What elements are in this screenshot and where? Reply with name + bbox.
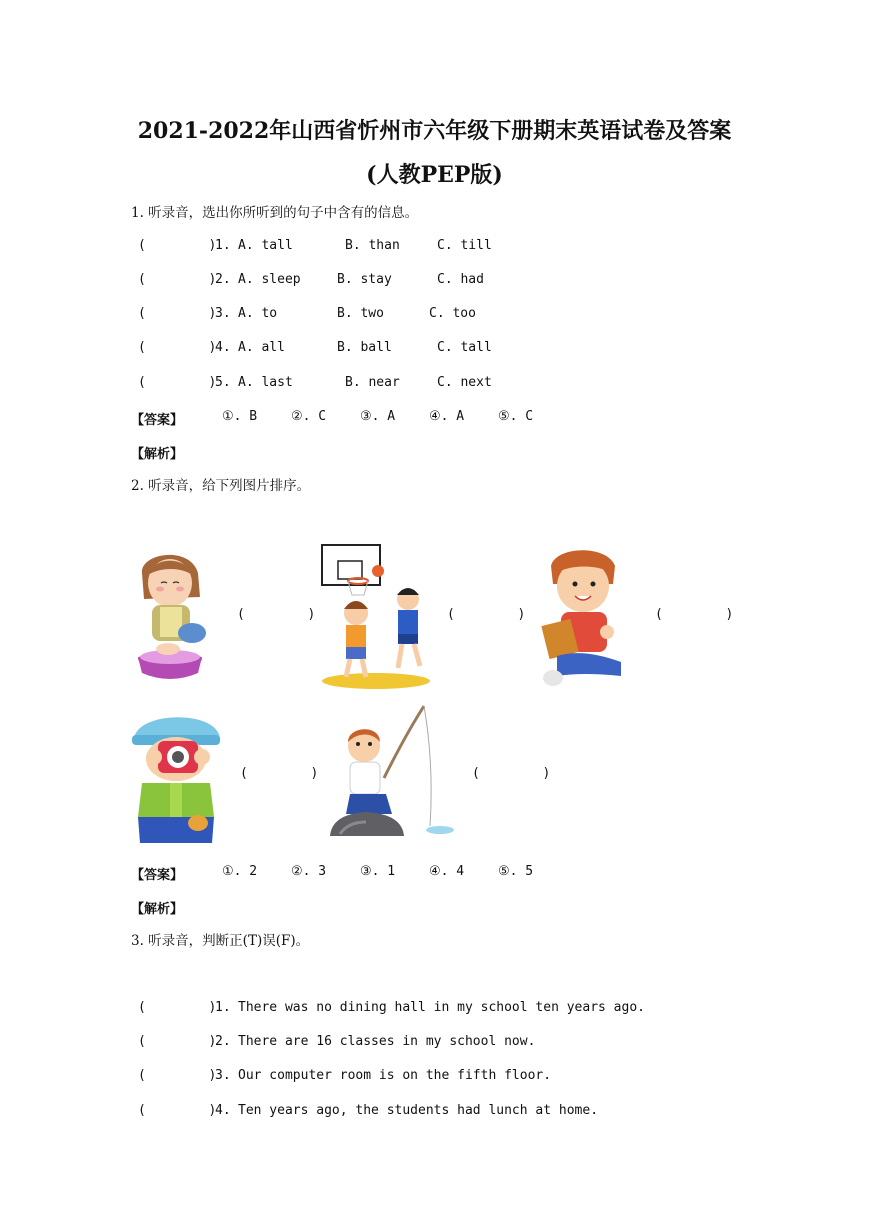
answer-1: ①. B (222, 409, 258, 424)
answer-blank[interactable]: ( ) (138, 272, 217, 287)
reading-book-picture (537, 544, 629, 690)
answer-blank[interactable]: ( ) (138, 375, 217, 390)
option-c: C. tall (437, 340, 492, 355)
answer-5: ⑤. 5 (498, 864, 534, 879)
item-number: 3. (215, 1068, 231, 1083)
option-c: C. till (437, 238, 492, 253)
item-number: 2. (215, 272, 231, 287)
option-c: C. next (437, 375, 492, 390)
answer-blank[interactable]: ( ) (138, 1103, 217, 1118)
analysis-label: 【解析】 (131, 447, 184, 462)
option-a: A. tall (238, 238, 293, 253)
option-a: A. all (238, 340, 285, 355)
statement-text: There are 16 classes in my school now. (238, 1034, 536, 1049)
answer-4: ④. A (429, 409, 465, 424)
document-title: 2021-2022年山西省忻州市六年级下册期末英语试卷及答案 (137, 118, 732, 144)
option-b: B. stay (337, 272, 392, 287)
analysis-label: 【解析】 (131, 902, 184, 917)
item-number: 2. (215, 1034, 231, 1049)
answer-blank[interactable]: ( ) (138, 306, 217, 321)
item-number: 4. (215, 340, 231, 355)
q2-prompt: 2. 听录音，给下列图片排序。 (131, 478, 311, 494)
option-a: A. sleep (238, 272, 301, 287)
answer-2: ②. 3 (291, 864, 327, 879)
option-a: A. to (238, 306, 278, 321)
answer-blank[interactable]: ( ) (138, 1034, 217, 1049)
document-subtitle: (人教PEP版) (366, 162, 503, 188)
answer-blank[interactable]: ( ) (138, 340, 217, 355)
item-number: 4. (215, 1103, 231, 1118)
q1-prompt: 1. 听录音，选出你所听到的句子中含有的信息。 (131, 205, 419, 221)
fishing-picture (322, 704, 458, 846)
option-b: B. than (345, 238, 400, 253)
item-number: 1. (215, 1000, 231, 1015)
answer-blank[interactable]: ( ) (240, 766, 319, 781)
option-a: A. last (238, 375, 293, 390)
item-number: 1. (215, 238, 231, 253)
q3-prompt: 3. 听录音，判断正(T)误(F)。 (131, 933, 310, 949)
washing-clothes-picture (130, 545, 210, 683)
statement-text: There was no dining hall in my school ten years ago. (238, 1000, 645, 1015)
answer-2: ②. C (291, 409, 327, 424)
option-c: C. too (429, 306, 476, 321)
answer-blank[interactable]: ( ) (138, 1068, 217, 1083)
item-number: 5. (215, 375, 231, 390)
answer-blank[interactable]: ( ) (237, 607, 316, 622)
option-c: C. had (437, 272, 484, 287)
statement-text: Ten years ago, the students had lunch at home. (238, 1103, 599, 1118)
option-b: B. ball (337, 340, 392, 355)
answer-4: ④. 4 (429, 864, 465, 879)
answer-label: 【答案】 (131, 868, 184, 883)
answer-blank[interactable]: ( ) (447, 607, 526, 622)
answer-blank[interactable]: ( ) (138, 238, 217, 253)
item-number: 3. (215, 306, 231, 321)
answer-blank[interactable]: ( ) (655, 607, 734, 622)
option-b: B. two (337, 306, 384, 321)
playing-basketball-picture (320, 543, 432, 691)
answer-blank[interactable]: ( ) (138, 1000, 217, 1015)
answer-5: ⑤. C (498, 409, 534, 424)
answer-blank[interactable]: ( ) (472, 766, 551, 781)
answer-3: ③. 1 (360, 864, 396, 879)
taking-photos-picture (128, 705, 224, 845)
answer-3: ③. A (360, 409, 396, 424)
answer-1: ①. 2 (222, 864, 258, 879)
answer-label: 【答案】 (131, 413, 184, 428)
statement-text: Our computer room is on the fifth floor. (238, 1068, 552, 1083)
option-b: B. near (345, 375, 400, 390)
